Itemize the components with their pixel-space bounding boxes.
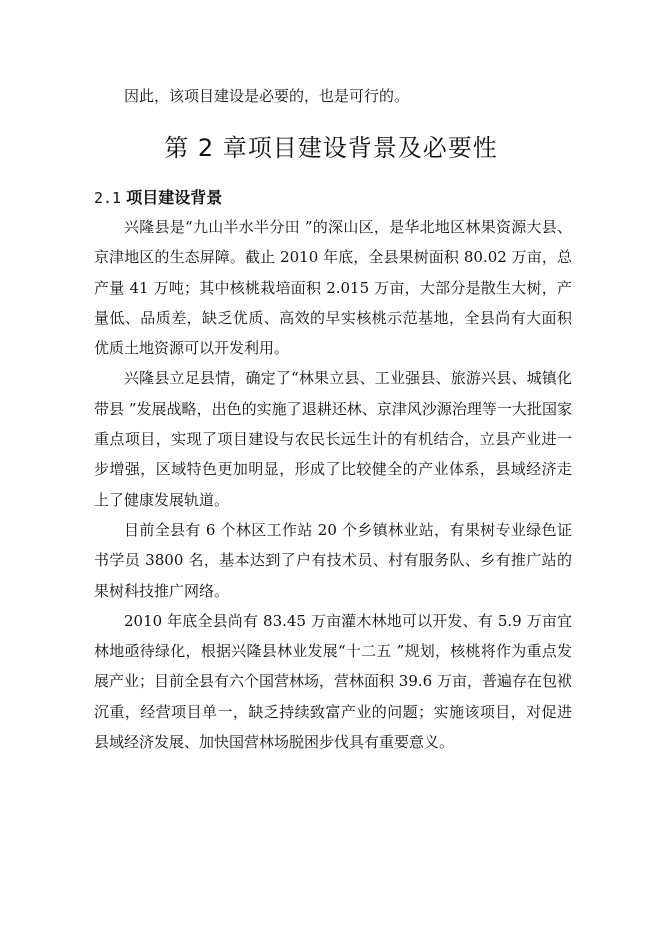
intro-line: 因此，该项目建设是必要的，也是可行的。 (124, 87, 410, 105)
paragraph-land-resources: 2010 年底全县尚有 83.45 万亩灌木林地可以开发、有 5.9 万亩宜林地亟待绿化，根据兴隆县林业发展“十二五 ”规划，核桃将作为重点发展产业；目前全县有六个国营林场，营林面积 39.6 万亩，普遍存在包袱沉重，经营项目单一，缺乏持续致富产业的问题；实施该项目，对促进县域经济发展、加快国营林场脱困步伐具有重要意义。 (94, 611, 572, 752)
section-number: 2.1 (94, 189, 122, 207)
section-body (94, 212, 572, 757)
paragraph-forestry-stations: 目前全县有 6 个林区工作站 20 个乡镇林业站，有果树专业绿色证书学员 3800 名，基本达到了户有技术员、村有服务队、乡有推广站的果树科技推广网络。 (94, 520, 572, 600)
paragraph-county-overview: 兴隆县是“九山半水半分田 ”的深山区，是华北地区林果资源大县、京津地区的生态屏障。截止 2010 年底，全县果树面积 80.02 万亩，总产量 41 万吨；其中核桃栽培面积 2.015 万亩，大部分是散生大树，产量低、品质差，缺乏优质、高效的早实核桃示范基地，全县尚有大面积优质土地资源可以开发利用。 (94, 218, 572, 358)
section-title: 项目建设背景 (126, 188, 223, 207)
chapter-title: 第 2 章项目建设背景及必要性 (164, 134, 498, 162)
section-heading (94, 184, 222, 212)
paragraph-development-strategy: 兴隆县立足县情，确定了“林果立县、工业强县、旅游兴县、城镇化带县 ”发展战略，出色的实施了退耕还林、京津风沙源治理等一大批国家重点项目，实现了项目建设与农民长远生计的有机结合，立县产业进一步增强，区域特色更加明显，形成了比较健全的产业体系，县域经济走上了健康发展轨道。 (94, 369, 572, 509)
